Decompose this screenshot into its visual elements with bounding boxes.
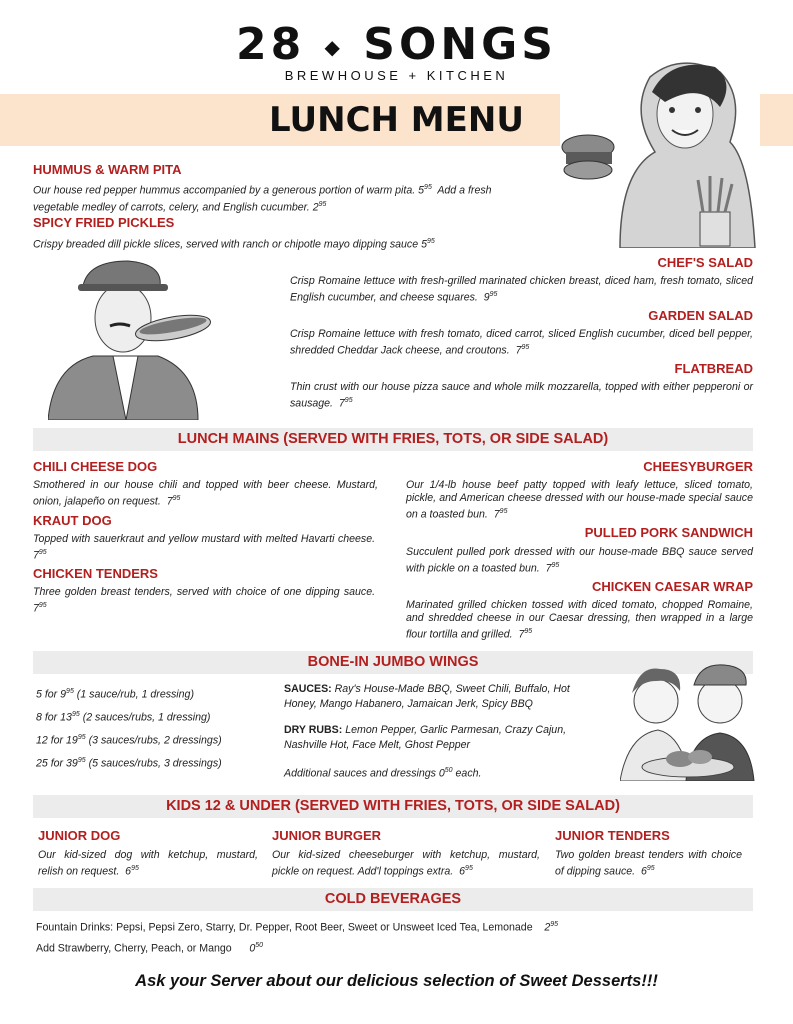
beverage-line: Fountain Drinks: Pepsi, Pepsi Zero, Starry, Dr. Pepper, Root Beer, Sweet or Unsweet Iced Tea, Lemonade $2^{95}$ — [36, 921, 559, 934]
item-description: Our kid-sized cheeseburger with ketchup, mustard, pickle on request. Add'l toppings extra. $6^{95}$ — [272, 849, 540, 878]
man-hotdog-illustration — [48, 256, 218, 420]
item-description: Crisp Romaine lettuce with fresh tomato, diced carrot, sliced English cucumber, diced bell pepper, shredded Cheddar Jack cheese, and croutons. $7^{95}$ — [290, 328, 753, 357]
diamond-icon: ◆ — [324, 35, 344, 59]
item-description: Crisp Romaine lettuce with fresh-grilled marinated chicken breast, diced ham, fresh tomato, sliced English cucumber, and cheese squares. $9^{95}$ — [290, 275, 753, 304]
item-description: Two golden breast tenders with choice of dipping sauce. $6^{95}$ — [555, 849, 742, 878]
item-description: Succulent pulled pork dressed with our house-made BBQ sauce served with pickle on a toasted bun. $7^{95}$ — [406, 546, 753, 575]
item-name: CHILI CHEESE DOG — [33, 459, 158, 474]
woman-burger-illustration — [560, 52, 760, 248]
section-heading-wings: BONE-IN JUMBO WINGS — [33, 651, 753, 674]
section-heading-beverages: COLD BEVERAGES — [33, 888, 753, 911]
beverage-line: Add Strawberry, Cherry, Peach, or Mango $0^{50}$ — [36, 942, 264, 955]
wing-rubs: DRY RUBS: Lemon Pepper, Garlic Parmesan, Crazy Cajun, Nashville Hot, Face Melt, Ghost Pepper — [284, 724, 567, 751]
item-name: FLATBREAD — [674, 361, 753, 376]
item-description: Smothered in our house chili and topped with beer cheese. Mustard, onion, jalapeño on request. $7^{95}$ — [33, 479, 378, 508]
item-name: PULLED PORK SANDWICH — [584, 525, 753, 540]
item-name: KRAUT DOG — [33, 513, 112, 528]
item-name: GARDEN SALAD — [648, 308, 753, 323]
dessert-callout: Ask your Server about our delicious selection of Sweet Desserts!!! — [135, 972, 658, 990]
item-name: HUMMUS & WARM PITA — [33, 162, 182, 177]
page-title: LUNCH MENU — [269, 100, 524, 140]
item-name: CHEESYBURGER — [643, 459, 753, 474]
item-description: Crispy breaded dill pickle slices, served with ranch or chipotle mayo dipping sauce $5^{95}$ — [33, 238, 435, 251]
item-name: JUNIOR BURGER — [272, 828, 382, 843]
item-description: Our 1/4-lb house beef patty topped with leafy lettuce, sliced tomato, pickle, and American cheese dressed with our house-made special sauce on a toasted bun. $7^{95}$ — [406, 479, 753, 521]
wing-option: 12 for $19^{95}$ (3 sauces/rubs, 2 dressings) — [36, 734, 222, 747]
section-heading-mains: LUNCH MAINS (SERVED WITH FRIES, TOTS, OR SIDE SALAD) — [33, 428, 753, 451]
item-description: Thin crust with our house pizza sauce and whole milk mozzarella, topped with either pepperoni or sausage. $7^{95}$ — [290, 381, 753, 410]
brand-tagline: BREWHOUSE + KITCHEN — [284, 68, 509, 83]
wing-option: 5 for $9^{95}$ (1 sauce/rub, 1 dressing) — [36, 688, 194, 701]
wing-option: 25 for $39^{95}$ (5 sauces/rubs, 3 dressings) — [36, 757, 222, 770]
item-name: CHICKEN CAESAR WRAP — [591, 579, 753, 594]
item-name: CHICKEN TENDERS — [33, 566, 158, 581]
wing-sauces: SAUCES: Ray's House-Made BBQ, Sweet Chili, Buffalo, Hot Honey, Mango Habanero, Jamaican Jerk, Spicy BBQ — [284, 683, 570, 710]
wing-extra: Additional sauces and dressings $0^{50}$ each. — [284, 767, 482, 780]
item-description: Our kid-sized dog with ketchup, mustard, relish on request. $6^{95}$ — [38, 849, 258, 878]
item-description: Three golden breast tenders, served with choice of one dipping sauce. $7^{95}$ — [33, 586, 376, 615]
item-name: CHEF'S SALAD — [657, 255, 753, 270]
wing-option: 8 for $13^{95}$ (2 sauces/rubs, 1 dressing) — [36, 711, 211, 724]
item-name: JUNIOR TENDERS — [555, 828, 670, 843]
item-name: JUNIOR DOG — [38, 828, 121, 843]
item-description: Marinated grilled chicken tossed with diced tomato, chopped Romaine, and shredded cheese in our Caesar dressing, then wrapped in a large flour tortilla and grilled. $7^{95}$ — [406, 599, 753, 641]
section-heading-kids: KIDS 12 & UNDER (SERVED WITH FRIES, TOTS, OR SIDE SALAD) — [33, 795, 753, 818]
item-description: Our house red pepper hummus accompanied by a generous portion of warm pita. $5^{95}$ Add a fresh vegetable medley of carrots, celery, and English cucumber. $2^{95}$ — [33, 184, 492, 214]
item-description: Topped with sauerkraut and yellow mustard with melted Havarti cheese. $7^{95}$ — [33, 533, 376, 562]
item-name: SPICY FRIED PICKLES — [33, 215, 175, 230]
brand-name-right: SONGS — [363, 19, 557, 70]
kids-eating-wings-illustration — [620, 655, 756, 781]
brand-name-left: 28 — [235, 19, 306, 70]
